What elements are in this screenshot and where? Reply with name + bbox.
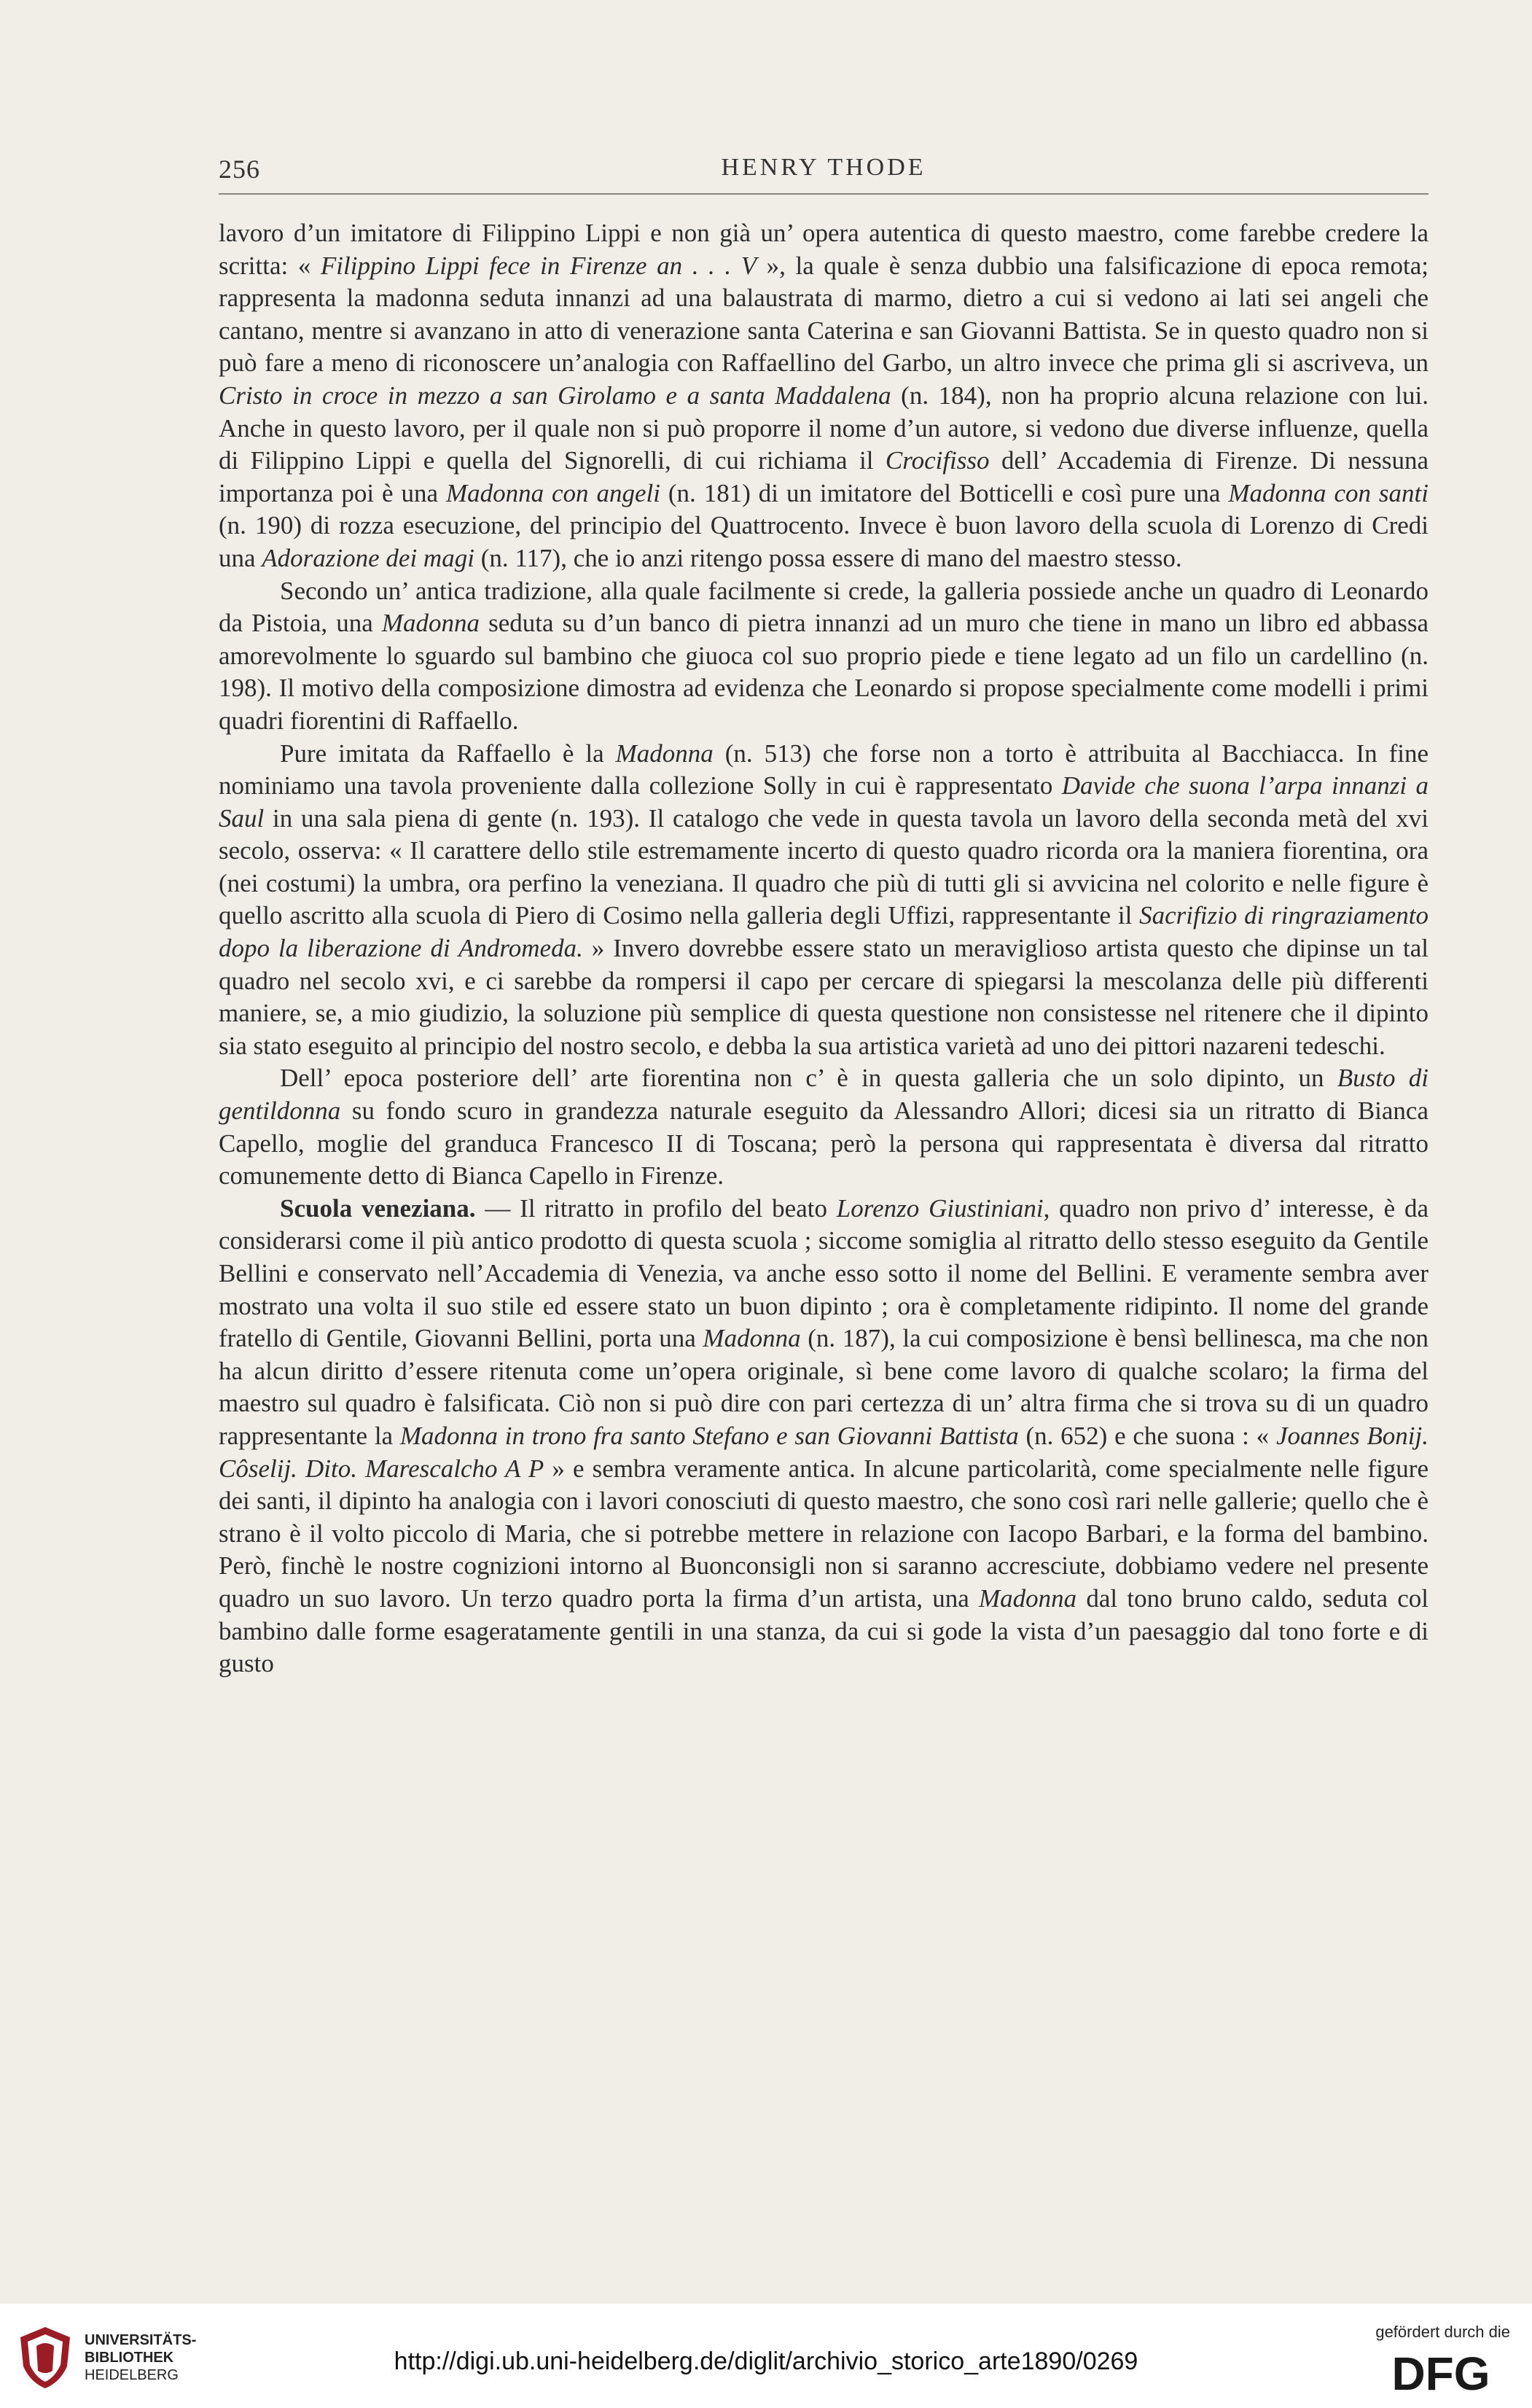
- digitization-footer: [0, 2304, 1532, 2408]
- page-header: [219, 149, 1429, 195]
- page-number: 256: [219, 155, 260, 184]
- paragraph: Dell’ epoca posteriore dell’ arte fiorentina non c’ è in questa galleria che un solo dipinto, un Busto di gentildonna su fondo scuro in grandezza naturale eseguito da Alessandro Allori; dicesi sia un ritratto di Bianca Capello, moglie del granduca Francesco II di Toscana; però la persona qui rappresentata è diversa dal ritratto comunemente detto di Bianca Capello in Firenze.: [219, 1064, 1429, 1191]
- paragraph: lavoro d’un imitatore di Filippino Lippi e non già un’ opera autentica di questo maestro, come farebbe credere la scritta: « Filippino Lippi fece in Firenze an . . . V », la quale è senza dubbio una falsificazione di epoca remota; rappresenta la madonna seduta innanzi ad una balaustrata di marmo, dietro a cui si vedono ai lati sei angeli che cantano, mentre si avanzano in atto di venerazione santa Caterina e san Giovanni Battista. Se in questo quadro non si può fare a meno di riconoscere un’analogia con Raffaellino del Garbo, un altro invece che prima gli si ascriveva, un Cristo in croce in mezzo a san Girolamo e a santa Maddalena (n. 184), non ha proprio alcuna relazione con lui. Anche in questo lavoro, per il quale non si può proporre il nome d’un autore, si vedono due diverse influenze, quella di Filippino Lippi e quella del Signorelli, di cui richiama il Crocifisso dell’ Accademia di Firenze. Di nessuna importanza poi è una Madonna con angeli (n. 181) di un imitatore del Botticelli e così pure una Madonna con santi (n. 190) di rozza esecuzione, del principio del Quattrocento. Invece è buon lavoro della scuola di Lorenzo di Credi una Adorazione dei magi (n. 117), che io anzi ritengo possa essere di mano del maestro stesso.: [219, 219, 1429, 572]
- institution-line: HEIDELBERG: [85, 2367, 179, 2383]
- dfg-logo-icon: [1372, 2349, 1510, 2396]
- source-url-link[interactable]: http://digi.ub.uni-heidelberg.de/diglit/archivio_storico_arte1890/0269: [394, 2347, 1138, 2375]
- body-text: [219, 217, 1429, 1680]
- institution-line: BIBLIOTHEK: [85, 2350, 174, 2366]
- dfg-logo-text: DFG: [1391, 2349, 1490, 2396]
- paragraph: Pure imitata da Raffaello è la Madonna (n. 513) che forse non a torto è attribuita al Bacchiacca. In fine nominiamo una tavola proveniente dalla collezione Solly in cui è rappresentato Davide che suona l’arpa innanzi a Saul in una sala piena di gente (n. 193). Il catalogo che vede in questa tavola un lavoro della seconda metà del xvi secolo, osserva: « Il carattere dello stile estremamente incerto di questo quadro ricorda ora la maniera fiorentina, ora (nei costumi) la umbra, ora perfino la veneziana. Il quadro che più di tutti gli si avvicina nel colorito e nelle figure è quello ascritto alla scuola di Piero di Cosimo nella galleria degli Uffizi, rappresentante il Sacrifizio di ringraziamento dopo la liberazione di Andromeda. » Invero dovrebbe essere stato un meraviglioso artista questo che dipinse un tal quadro nel secolo xvi, e ci sarebbe da rompersi il capo per cercare di spiegarsi la mescolanza delle più differenti maniere, se, a mio giudizio, la soluzione più semplice di questa questione non consistesse nel ritenere che il dipinto sia stato eseguito al principio del nostro secolo, e debba la sua artistica varietà ad uno dei pittori nazareni tedeschi.: [219, 739, 1429, 1060]
- institution-line: UNIVERSITÄTS-: [85, 2332, 197, 2348]
- sponsor-label: gefördert durch die: [1375, 2323, 1510, 2341]
- paragraph: Scuola veneziana. — Il ritratto in profilo del beato Lorenzo Giustiniani, quadro non privo d’ interesse, è da considerarsi come il più antico prodotto di questa scuola ; siccome somiglia al ritratto dello stesso eseguito da Gentile Bellini e conservato nell’Accademia di Venezia, va anche esso sotto il nome del Bellini. E veramente sembra aver mostrato una volta il suo stile ed essere stato un buon dipinto ; ora è completamente ridipinto. Il nome del grande fratello di Gentile, Giovanni Bellini, porta una Madonna (n. 187), la cui composizione è bensì bellinesca, ma che non ha alcun diritto d’essere ritenuta come un’opera originale, sì bene come lavoro di qualche scolaro; la firma del maestro sul quadro è falsificata. Ciò non si può dire con pari certezza di un’ altra firma che si trova su di un quadro rappresentante la Madonna in trono fra santo Stefano e san Giovanni Battista (n. 652) e che suona : « Joannes Bonij. Côselij. Dito. Marescalcho A P » e sembra veramente antica. In alcune particolarità, come specialmente nelle figure dei santi, il dipinto ha analogia con i lavori conosciuti di questo maestro, che sono così rari nelle gallerie; quello che è strano è il volto piccolo di Maria, che si potrebbe mettere in relazione con Iacopo Barbari, e la forma del bambino. Però, finchè le nostre cognizioni intorno al Buonconsigli non si saranno accresciute, dobbiamo vedere nel presente quadro un suo lavoro. Un terzo quadro porta la firma d’un artista, una Madonna dal tono bruno caldo, seduta col bambino dalle forme esageratamente gentili in una stanza, da cui si gode la vista d’un paesaggio dal tono forte e di gusto: [219, 1193, 1429, 1678]
- paragraph: Secondo un’ antica tradizione, alla quale facilmente si crede, la galleria possiede anche un quadro di Leonardo da Pistoia, una Madonna seduta su d’un banco di pietra innanzi ad un muro che tiene in mano un libro ed abbassa amorevolmente lo sguardo sul bambino che giuoca col suo proprio piede e tiene legato ad un filo un cardellino (n. 198). Il motivo della composizione dimostra ad evidenza che Leonardo si propose specialmente come modelli i primi quadri fiorentini di Raffaello.: [219, 576, 1429, 735]
- running-head: HENRY THODE: [721, 154, 926, 181]
